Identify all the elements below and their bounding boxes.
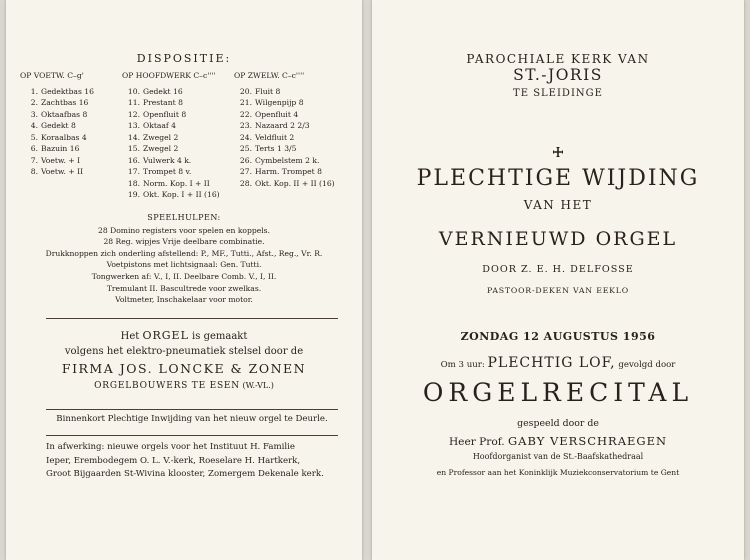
stop-number: 26.	[239, 155, 252, 165]
stop-name: Zachtbas 16	[41, 98, 89, 107]
organ-stop	[20, 97, 94, 109]
stop-name: Voetw. + I	[41, 155, 81, 165]
event-title-middle: VAN HET	[523, 198, 593, 212]
stop-name: Oktaafbas 8	[41, 109, 88, 119]
stop-number: 7.	[30, 155, 38, 165]
stop-number: 13.	[127, 121, 140, 130]
playing-aid-line: 28 Domino registers voor spelen en koppels.	[98, 225, 270, 235]
right-page	[372, 0, 744, 560]
organ-stop	[122, 97, 220, 109]
organ-stop	[20, 132, 94, 144]
organ-stop	[234, 155, 335, 167]
event-title-organ: VERNIEUWD ORGEL	[438, 228, 678, 250]
stop-name: Bazuin 16	[41, 144, 80, 153]
playing-aid-line: Drukknoppen zich onderling afstellend: P., MF., Tutti., Afst., Reg., Vr. R.	[45, 248, 323, 258]
playing-aid-line: Voltmeter, Inschakelaar voor motor.	[115, 295, 253, 305]
church-location: TE SLEIDINGE	[513, 88, 603, 99]
stop-name: Gedekt 16	[143, 86, 183, 96]
organ-builder-block	[6, 328, 362, 393]
organ-stop	[122, 166, 220, 178]
builder-line-2: volgens het elektro-pneumatiek stelsel door de	[64, 346, 304, 357]
church-name: ST.-JORIS	[513, 66, 603, 84]
stop-name: Gedektbas 16	[41, 86, 94, 96]
organ-stop	[20, 155, 94, 167]
organ-stop	[122, 155, 220, 167]
organ-stop	[234, 86, 335, 98]
organ-stop	[234, 97, 335, 109]
stop-name: Prestant 8	[143, 98, 183, 107]
disposition-title: DISPOSITIE:	[136, 52, 232, 65]
stop-number: 3.	[30, 109, 38, 119]
playing-aids-section	[6, 212, 362, 306]
stop-number: 12.	[127, 109, 140, 119]
organ-stop	[20, 166, 94, 178]
stop-list	[122, 86, 220, 201]
played-by: gespeeld door de	[517, 418, 599, 429]
stop-number: 4.	[30, 121, 38, 130]
pedal-division-column	[20, 70, 94, 178]
stop-number: 14.	[127, 132, 140, 142]
stop-number: 21.	[239, 98, 252, 107]
event-date: ZONDAG 12 AUGUSTUS 1956	[460, 330, 656, 343]
playing-aid-line: Tongwerken af: V., I, II. Deelbare Comb. V., I, II.	[91, 271, 277, 281]
stop-number: 6.	[30, 144, 38, 153]
stop-number: 19.	[127, 190, 140, 199]
officiant: DOOR Z. E. H. DELFOSSE	[482, 264, 634, 275]
organ-stop	[20, 86, 94, 98]
organ-stop	[122, 86, 220, 98]
works-in-progress	[46, 441, 346, 482]
organ-stop	[122, 132, 220, 144]
stop-number: 23.	[239, 121, 252, 130]
stop-name: Wilgenpijp 8	[255, 98, 304, 107]
stop-number: 10.	[127, 86, 140, 96]
stop-name: Voetw. + II	[41, 167, 84, 176]
stop-number: 16.	[127, 155, 140, 165]
stop-number: 22.	[239, 109, 252, 119]
organ-stop	[122, 120, 220, 132]
performer-role-1: Hoofdorganist van de St.-Baafskathedraal	[472, 452, 644, 461]
playing-aid-line: 28 Reg. wipjes Vrije deelbare combinatie.	[103, 237, 265, 247]
organ-stop	[234, 143, 335, 155]
stop-name: Trompet 8 v.	[143, 167, 192, 176]
organ-stop	[20, 109, 94, 121]
stop-name: Harm. Trompet 8	[255, 167, 322, 176]
organ-stop	[122, 143, 220, 155]
stop-name: Gedekt 8	[41, 121, 76, 130]
divider	[46, 409, 338, 410]
stop-name: Okt. Kop. I + II (16)	[143, 190, 220, 199]
column-header: OP HOOFDWERK C–c''''	[122, 71, 216, 80]
stop-number: 11.	[127, 98, 140, 107]
organ-stop	[234, 109, 335, 121]
organ-stop	[234, 132, 335, 144]
organ-stop	[234, 120, 335, 132]
stop-list	[20, 86, 94, 178]
stop-name: Nazaard 2 2/3	[255, 121, 310, 130]
playing-aid-line: Voetpistons met lichtsignaal: Gen. Tutti.	[106, 260, 262, 270]
builder-firm: FIRMA JOS. LONCKE & ZONEN	[61, 361, 307, 376]
stop-number: 28.	[239, 178, 252, 188]
divider	[46, 318, 338, 319]
playing-aids-title: SPEELHULPEN:	[147, 213, 221, 222]
stop-name: Openfluit 4	[255, 109, 299, 119]
organ-stop	[122, 109, 220, 121]
stop-name: Vulwerk 4 k.	[143, 155, 192, 165]
column-header: OP ZWELW. C–c''''	[234, 71, 305, 80]
great-division-column	[122, 70, 220, 201]
builder-location: ORGELBOUWERS TE ESEN (W.-VL.)	[94, 381, 274, 391]
stop-name: Koraalbas 4	[41, 132, 87, 142]
stop-name: Cymbelstem 2 k.	[255, 155, 320, 165]
organ-stop	[234, 178, 335, 190]
event-title: PLECHTIGE WIJDING	[416, 166, 700, 191]
stop-name: Norm. Kop. I + II	[143, 178, 210, 188]
organ-stop	[20, 143, 94, 155]
stop-number: 18.	[127, 178, 140, 188]
builder-line-1: Het ORGEL is gemaakt	[120, 329, 248, 342]
officiant-title: PASTOOR-DEKEN VAN EEKLO	[487, 286, 629, 295]
church-line-1: PAROCHIALE KERK VAN	[466, 52, 650, 66]
swell-division-column	[234, 70, 335, 189]
works-line: Ieper, Erembodegem O. L. V.-kerk, Roeselare H. Hartkerk,	[46, 455, 301, 466]
works-line: Groot Bijgaarden St-Wivina klooster, Zomergem Dekenale kerk.	[46, 469, 324, 479]
performer: Heer Prof. GABY VERSCHRAEGEN	[448, 434, 668, 448]
stop-number: 17.	[127, 167, 140, 176]
stop-name: Zwegel 2	[143, 132, 179, 142]
stop-number: 1.	[30, 86, 38, 96]
organ-stop	[20, 120, 94, 132]
organ-stop	[122, 189, 220, 201]
organ-stop	[234, 166, 335, 178]
divider	[46, 435, 338, 436]
stop-number: 15.	[127, 144, 140, 153]
stop-name: Fluit 8	[255, 86, 281, 96]
works-line: In afwerking: nieuwe orgels voor het Instituut H. Familie	[46, 442, 296, 452]
organ-recital-title: ORGELRECITAL	[422, 378, 694, 407]
stop-number: 24.	[239, 132, 252, 142]
service-line: Om 3 uur: PLECHTIG LOF, gevolgd door	[440, 355, 676, 371]
left-page	[6, 0, 362, 560]
stop-name: Terts 1 3/5	[255, 144, 297, 153]
cross-icon	[372, 142, 744, 161]
stop-name: Veldfluit 2	[255, 132, 295, 142]
playing-aid-line: Tremulant II. Bascultrede voor zwelkas.	[106, 283, 262, 293]
stop-number: 5.	[30, 132, 38, 142]
stop-number: 20.	[239, 86, 252, 96]
column-header: OP VOETW. C–g'	[20, 71, 84, 80]
stop-number: 2.	[30, 98, 38, 107]
stop-name: Openfluit 8	[143, 109, 187, 119]
stop-name: Oktaaf 4	[143, 121, 176, 130]
organ-stop	[122, 178, 220, 190]
stop-list	[234, 86, 335, 190]
stop-name: Okt. Kop. II + II (16)	[255, 178, 335, 188]
upcoming-inauguration: Binnenkort Plechtige Inwijding van het nieuw orgel te Deurle.	[56, 414, 328, 424]
stop-name: Zwegel 2	[143, 144, 179, 153]
stop-number: 25.	[239, 144, 252, 153]
performer-role-2: en Professor aan het Koninklijk Muziekconservatorium te Gent	[436, 468, 680, 477]
stop-number: 8.	[30, 167, 38, 176]
stop-number: 27.	[239, 167, 252, 176]
